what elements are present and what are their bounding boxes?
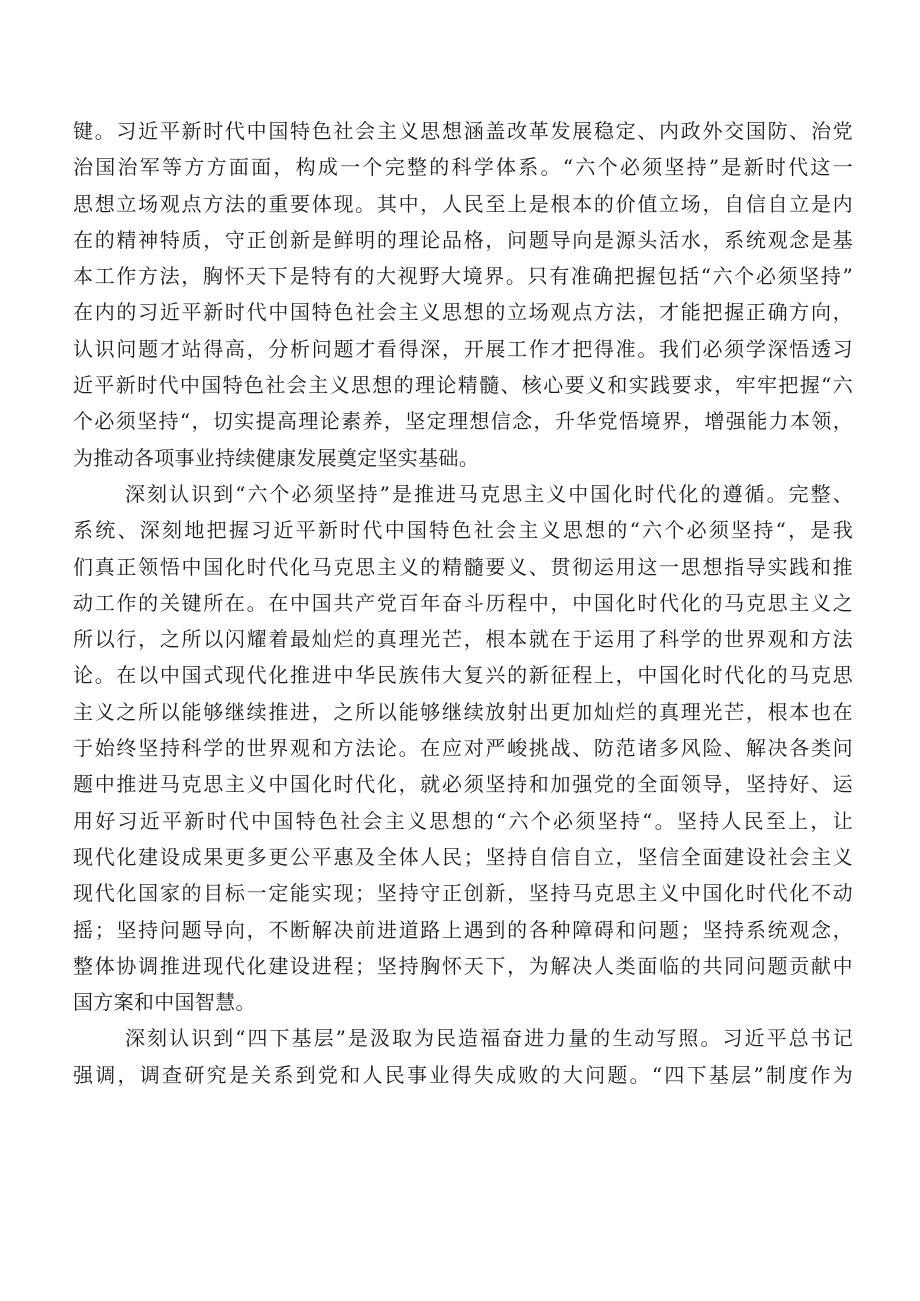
text-line: 本工作方法，胸怀天下是特有的大视野大境界。只有准确把握包括“六个必须坚持” bbox=[73, 264, 853, 289]
text-line: 深刻认识到“六个必须坚持”是推进马克思主义中国化时代化的遵循。完整、 bbox=[125, 481, 853, 506]
text-line: 强调，调查研究是关系到党和人民事业得失成败的大问题。“四下基层”制度作为 bbox=[73, 1062, 853, 1087]
paragraph-1 bbox=[73, 113, 853, 476]
text-line: 系统、深刻地把握习近平新时代中国特色社会主义思想的“六个必须坚持“，是我 bbox=[73, 518, 853, 543]
paragraph-2 bbox=[73, 476, 853, 1020]
text-line: 现代化建设成果更多更公平惠及全体人民；坚持自信自立，坚信全面建设社会主义 bbox=[73, 844, 853, 869]
text-line: 为推动各项事业持续健康发展奠定坚实基础。 bbox=[73, 445, 479, 470]
text-line: 在内的习近平新时代中国特色社会主义思想的立场观点方法，才能把握正确方向， bbox=[73, 300, 853, 325]
text-line: 用好习近平新时代中国特色社会主义思想的“六个必须坚持“。坚持人民至上，让 bbox=[73, 808, 853, 833]
text-line: 在的精神特质，守正创新是鲜明的理论品格，问题导向是源头活水，系统观念是基 bbox=[73, 227, 853, 252]
text-line: 整体协调推进现代化建设进程；坚持胸怀天下，为解决人类面临的共同问题贡献中 bbox=[73, 953, 853, 978]
text-line: 思想立场观点方法的重要体现。其中，人民至上是根本的价值立场，自信自立是内 bbox=[73, 191, 853, 216]
text-line: 深刻认识到“四下基层”是汲取为民造福奋进力量的生动写照。习近平总书记 bbox=[125, 1026, 853, 1051]
text-line: 主义之所以能够继续推进，之所以能够继续放射出更加灿烂的真理光芒，根本也在 bbox=[73, 699, 853, 724]
text-line: 键。习近平新时代中国特色社会主义思想涵盖改革发展稳定、内政外交国防、治党 bbox=[73, 119, 853, 143]
text-line: 动工作的关键所在。在中国共产党百年奋斗历程中，中国化时代化的马克思主义之 bbox=[73, 590, 853, 615]
text-line: 现代化国家的目标一定能实现；坚持守正创新，坚持马克思主义中国化时代化不动 bbox=[73, 881, 853, 906]
document-body bbox=[73, 113, 853, 1093]
text-line: 论。在以中国式现代化推进中华民族伟大复兴的新征程上，中国化时代化的马克思 bbox=[73, 663, 853, 688]
text-line: 们真正领悟中国化时代化马克思主义的精髓要义、贯彻运用这一思想指导实践和推 bbox=[73, 554, 853, 579]
text-line: 摇；坚持问题导向，不断解决前进道路上遇到的各种障碍和问题；坚持系统观念， bbox=[73, 917, 853, 942]
paragraph-3 bbox=[73, 1020, 853, 1093]
text-line: 近平新时代中国特色社会主义思想的理论精髓、核心要义和实践要求，牢牢把握“六 bbox=[73, 373, 853, 398]
text-line: 治国治军等方方面面，构成一个完整的科学体系。“六个必须坚持”是新时代这一 bbox=[73, 155, 853, 180]
text-line: 个必须坚持“，切实提高理论素养，坚定理想信念，升华党悟境界，增强能力本领， bbox=[73, 409, 853, 434]
text-line: 国方案和中国智慧。 bbox=[73, 990, 256, 1015]
text-line: 于始终坚持科学的世界观和方法论。在应对严峻挑战、防范诸多风险、解决各类问 bbox=[73, 736, 853, 761]
text-line: 所以行，之所以闪耀着最灿烂的真理光芒，根本就在于运用了科学的世界观和方法 bbox=[73, 627, 853, 652]
text-line: 题中推进马克思主义中国化时代化，就必须坚持和加强党的全面领导，坚持好、运 bbox=[73, 772, 853, 797]
text-line: 认识问题才站得高，分析问题才看得深，开展工作才把得准。我们必须学深悟透习 bbox=[73, 336, 853, 361]
